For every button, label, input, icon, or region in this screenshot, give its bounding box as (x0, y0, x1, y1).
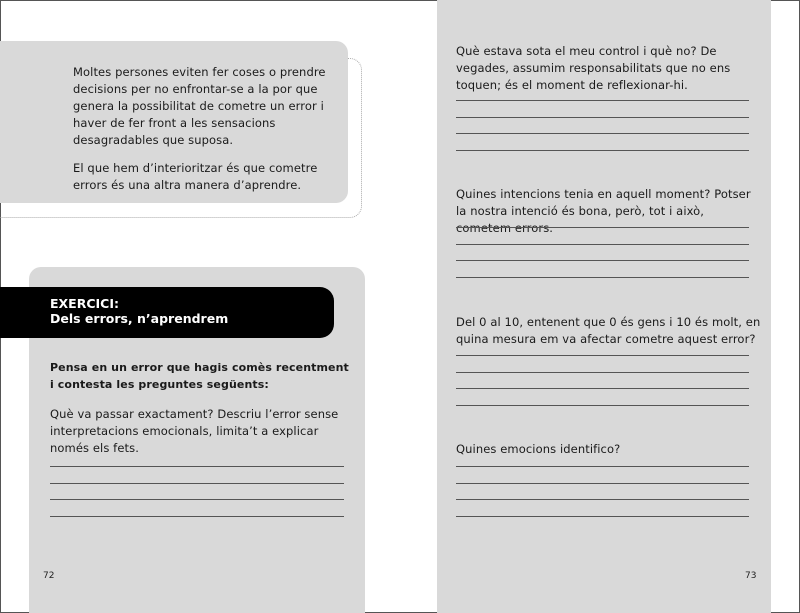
answer-line (456, 133, 749, 134)
answer-line (456, 405, 749, 406)
answer-line (50, 516, 344, 517)
answer-line (456, 516, 749, 517)
answer-line (456, 466, 749, 467)
callout-paragraph-1: Moltes persones eviten fer coses o prendre decisions per no enfrontar-se a la por que genera la possibilitat de cometre un error i haver de fer front a les sensacions desagradables que suposa. (73, 65, 326, 147)
callout-paragraph-2: El que hem d’interioritzar és que cometre errors és una altra manera d’aprendre. (73, 161, 318, 192)
answer-line (456, 117, 749, 118)
question-3: Quines intencions tenia en aquell moment? Potser la nostra intenció és bona, però, tot i això, cometem errors. (456, 187, 751, 235)
answer-line (456, 150, 749, 151)
exercise-instruction: Pensa en un error que hagis comès recentment i contesta les preguntes següents: (50, 361, 349, 391)
answer-line (456, 244, 749, 245)
answer-lines-5 (456, 466, 749, 532)
exercise-subheading: Dels errors, n’aprendrem (50, 311, 229, 326)
page-number-left: 72 (43, 571, 55, 581)
question-5: Quines emocions identifico? (456, 442, 621, 456)
question-1: Què va passar exactament? Descriu l’error sense interpretacions emocionals, limita’t a explicar només els fets. (50, 407, 339, 455)
answer-line (456, 388, 749, 389)
answer-line (50, 466, 344, 467)
page-number-right: 73 (745, 571, 757, 581)
answer-line (456, 483, 749, 484)
answer-line (456, 372, 749, 373)
answer-line (456, 100, 749, 101)
answer-lines-3 (456, 227, 749, 293)
answer-lines-4 (456, 355, 749, 421)
question-4: Del 0 al 10, entenent que 0 és gens i 10 és molt, en quina mesura em va afectar cometre aquest error? (456, 315, 761, 346)
answer-line (50, 499, 344, 500)
answer-lines-2 (456, 100, 749, 166)
answer-line (456, 355, 749, 356)
question-2: Què estava sota el meu control i què no? De vegades, assumim responsabilitats que no ens toquen; és el moment de reflexionar-hi. (456, 44, 731, 92)
exercise-heading: EXERCICI: (50, 296, 119, 311)
answer-line (456, 499, 749, 500)
answer-lines-1 (50, 466, 344, 532)
answer-line (456, 227, 749, 228)
answer-line (456, 277, 749, 278)
answer-line (456, 260, 749, 261)
answer-line (50, 483, 344, 484)
